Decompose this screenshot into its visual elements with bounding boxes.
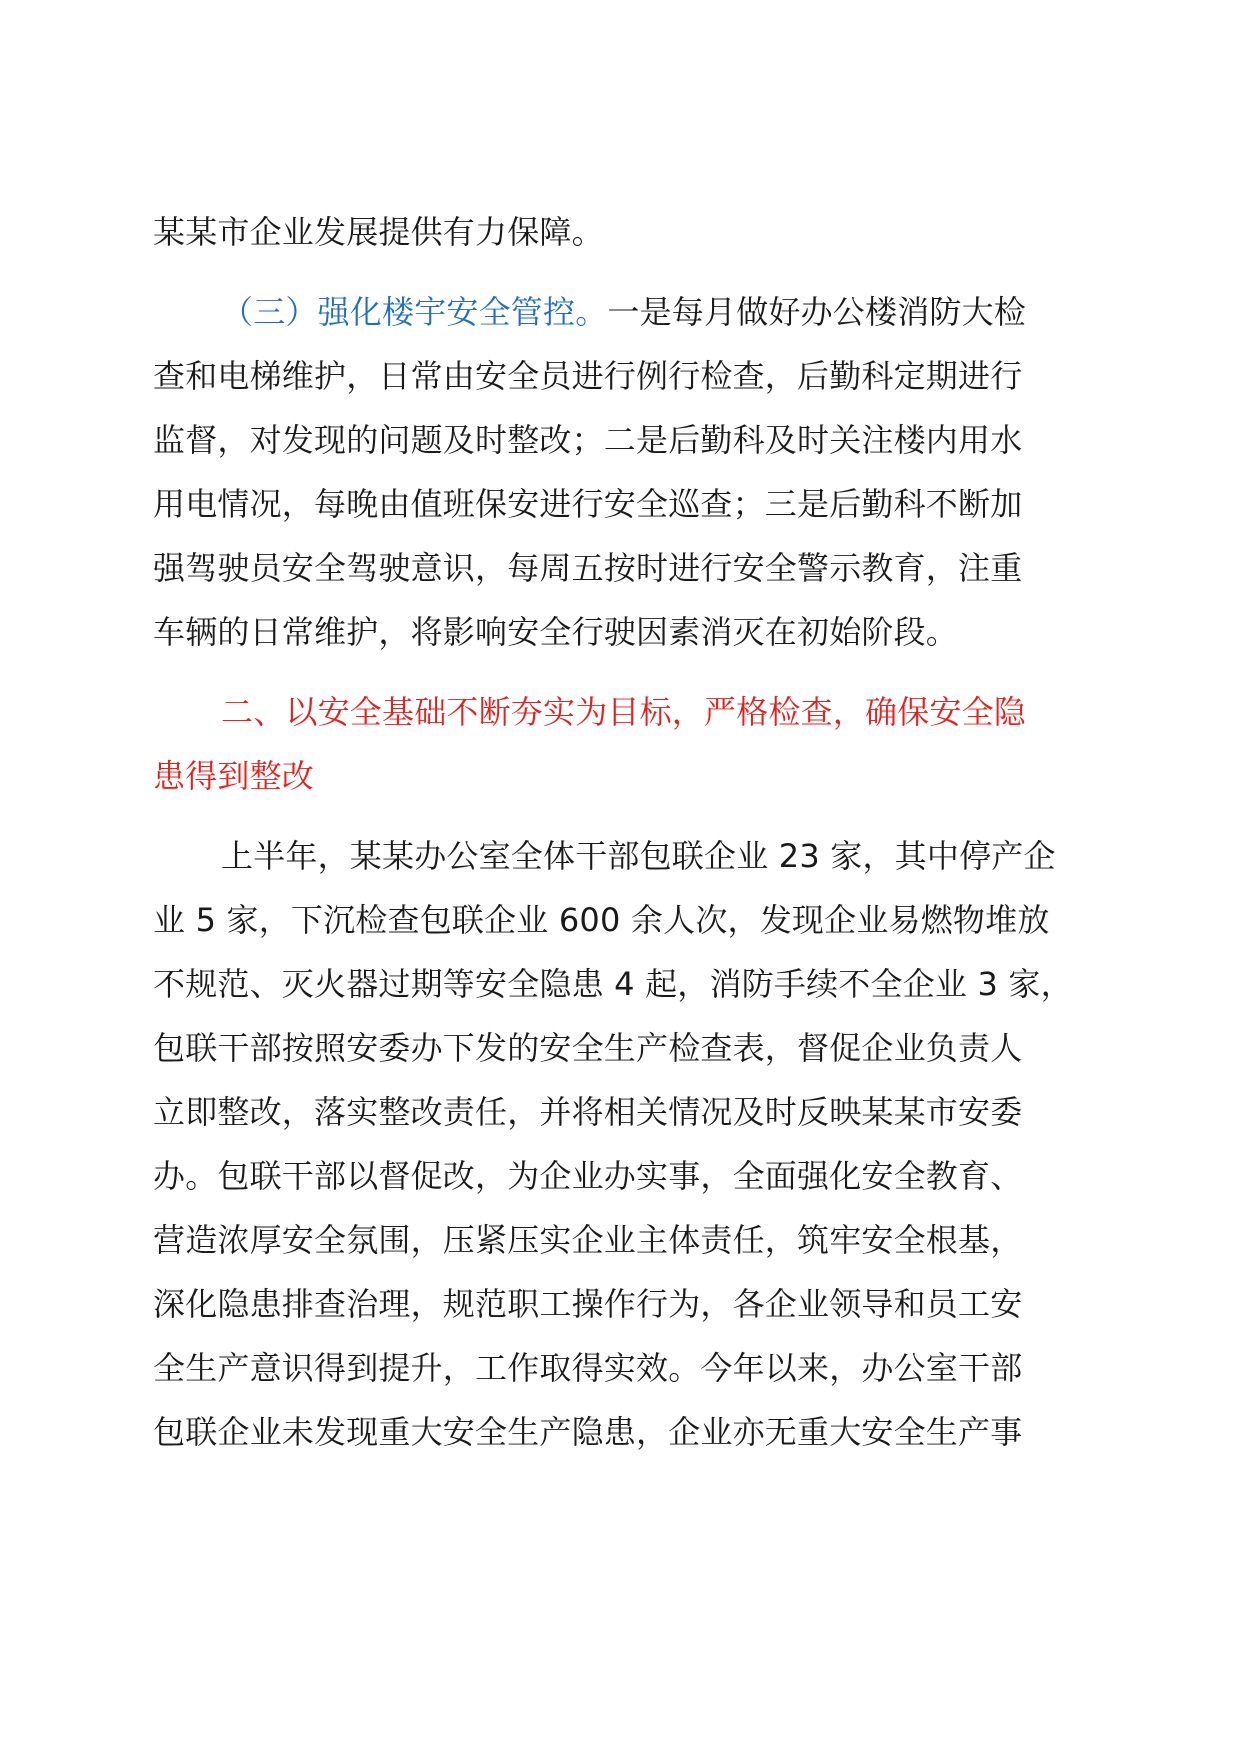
text-line: 业 5 家，下沉检查包联企业 600 余人次，发现企业易燃物堆放 xyxy=(153,901,1050,939)
text-line: 全生产意识得到提升，工作取得实效。今年以来，办公室干部 xyxy=(153,1349,1023,1387)
text-line: 立即整改，落实整改责任，并将相关情况及时反映某某市安委 xyxy=(153,1093,1023,1131)
text-line: 包联干部按照安委办下发的安全生产检查表，督促企业负责人 xyxy=(153,1029,1023,1067)
text-line: 包联企业未发现重大安全生产隐患，企业亦无重大安全生产事 xyxy=(153,1413,1023,1451)
text-line: 办。包联干部以督促改，为企业办实事，全面强化安全教育、 xyxy=(153,1157,1023,1195)
document-body xyxy=(153,200,1093,1464)
heading-line: 患得到整改 xyxy=(153,757,315,795)
heading-line: 二、以安全基础不断夯实为目标，严格检查，确保安全隐 xyxy=(221,693,1027,731)
text-line: 不规范、灭火器过期等安全隐患 4 起，消防手续不全企业 3 家， xyxy=(153,965,1073,1003)
section-heading-2 xyxy=(153,680,1093,808)
text-line xyxy=(153,280,1093,344)
text-line: 营造浓厚安全氛围，压紧压实企业主体责任，筑牢安全根基， xyxy=(153,1221,1023,1259)
subheading-building-safety: （三）强化楼宇安全管控。 xyxy=(221,293,608,331)
text-line: 深化隐患排查治理，规范职工操作行为，各企业领导和员工安 xyxy=(153,1285,1023,1323)
text-line: 上半年，某某办公室全体干部包联企业 23 家，其中停产企 xyxy=(221,837,1056,875)
text-line: 用电情况，每晚由值班保安进行安全巡查；三是后勤科不断加 xyxy=(153,485,1023,523)
text-line: 监督，对发现的问题及时整改；二是后勤科及时关注楼内用水 xyxy=(153,421,1023,459)
text-line: 某某市企业发展提供有力保障。 xyxy=(153,213,604,251)
paragraph-first-half-year xyxy=(153,824,1093,1464)
paragraph-building-safety xyxy=(153,280,1093,664)
text-line: 查和电梯维护，日常由安全员进行例行检查，后勤科定期进行 xyxy=(153,357,1023,395)
text-line: 车辆的日常维护，将影响安全行驶因素消灭在初始阶段。 xyxy=(153,613,959,651)
paragraph-continuation xyxy=(153,200,1093,264)
text-line: 强驾驶员安全驾驶意识，每周五按时进行安全警示教育，注重 xyxy=(153,549,1023,587)
text-run: 一是每月做好办公楼消防大检 xyxy=(607,293,1027,331)
